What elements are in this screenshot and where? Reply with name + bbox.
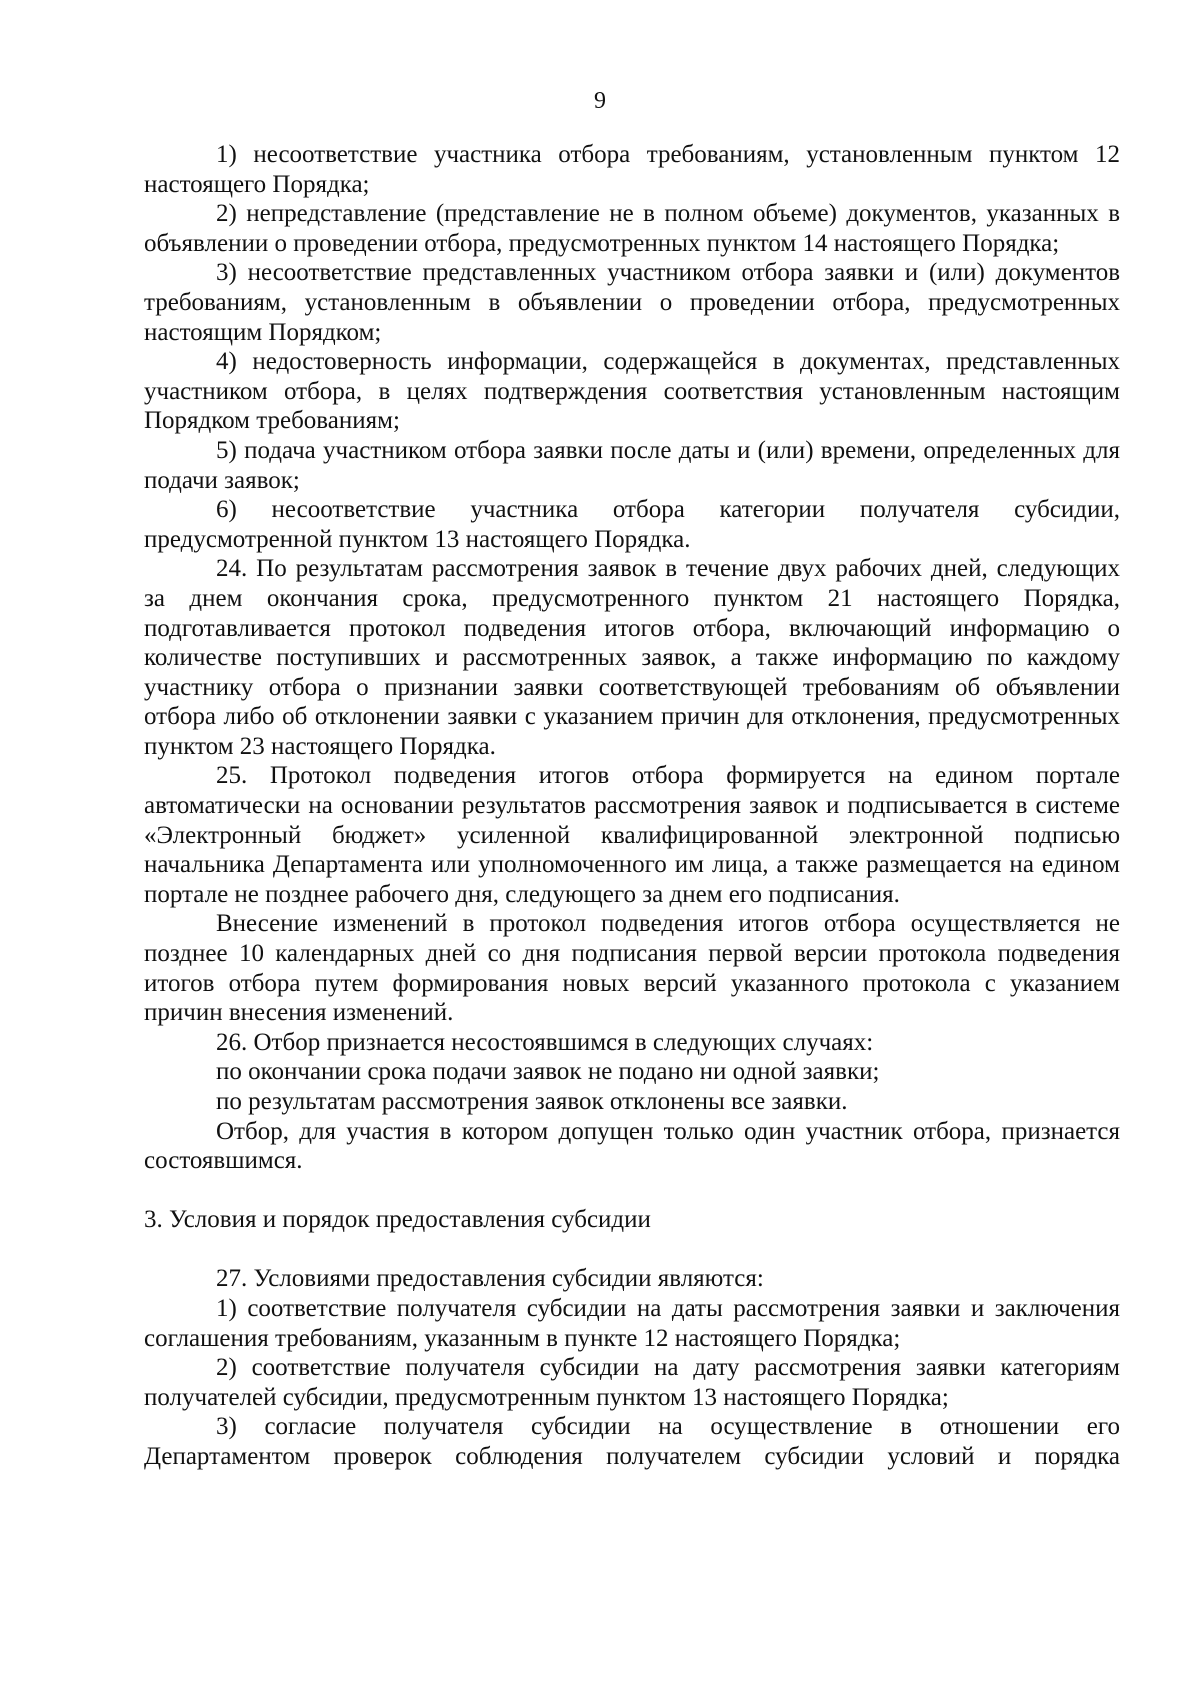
paragraph-item-1: 1) несоответствие участника отбора требованиям, установленным пунктом 12 настоящего Порядка; — [144, 141, 1120, 198]
paragraph-condition-2: 2) соответствие получателя субсидии на дату рассмотрения заявки категориям получателей субсидии, предусмотренным пунктом 13 настоящего Порядка; — [144, 1354, 1120, 1411]
paragraph-item-3: 3) несоответствие представленных участником отбора заявки и (или) документов требованиям, установленным в объявлении о проведении отбора, предусмотренных настоящим Порядком; — [144, 259, 1120, 346]
paragraph-condition-1: 1) соответствие получателя субсидии на даты рассмотрения заявки и заключения соглашения требованиям, указанным в пункте 12 настоящего Порядка; — [144, 1294, 1120, 1352]
paragraph-clause-25: 25. Протокол подведения итогов отбора формируется на едином портале автоматически на основании результатов рассмотрения заявок и подписывается в системе «Электронный бюджет» усиленной квалифицированной электронной подписью начальника Департамента или уполномоченного им лица, а также размещается на едином портале не позднее рабочего дня, следующего за днем его подписания. — [144, 762, 1120, 908]
paragraph-condition-3: 3) согласие получателя субсидии на осуществление в отношении его Департаментом проверок соблюдения получателем субсидии условий и порядка — [144, 1413, 1120, 1470]
paragraph-item-2: 2) непредставление (представление не в полном объеме) документов, указанных в объявлении о проведении отбора, предусмотренных пунктом 14 настоящего Порядка; — [144, 200, 1120, 257]
paragraph-protocol-changes: Внесение изменений в протокол подведения итогов отбора осуществляется не позднее 10 календарных дней со дня подписания первой версии протокола подведения итогов отбора путем формирования новых версий указанного протокола с указанием причин внесения изменений. — [144, 910, 1120, 1027]
paragraph-case-all-rejected: по результатам рассмотрения заявок отклонены все заявки. — [216, 1088, 848, 1115]
paragraph-clause-27: 27. Условиями предоставления субсидии являются: — [216, 1265, 764, 1293]
paragraph-item-5: 5) подача участником отбора заявки после даты и (или) времени, определенных для подачи заявок; — [144, 436, 1120, 494]
paragraph-item-6: 6) несоответствие участника отбора категории получателя субсидии, предусмотренной пунктом 13 настоящего Порядка. — [144, 496, 1120, 553]
paragraph-case-no-applications: по окончании срока подачи заявок не подано ни одной заявки; — [216, 1058, 880, 1086]
paragraph-clause-24: 24. По результатам рассмотрения заявок в течение двух рабочих дней, следующих за днем окончания срока, предусмотренного пунктом 21 настоящего Порядка, подготавливается протокол подведения итогов отбора, включающий информацию о количестве поступивших и рассмотренных заявок, а также информацию по каждому участнику отбора о признании заявки соответствующей требованиям об объявлении отбора либо об отклонении заявки с указанием причин для отклонения, предусмотренных пунктом 23 настоящего Порядка. — [144, 555, 1120, 760]
page-number: 9 — [594, 88, 606, 114]
document-body — [144, 140, 1120, 1472]
section-heading: 3. Условия и порядок предоставления субсидии — [144, 1205, 651, 1233]
paragraph-single-participant: Отбор, для участия в котором допущен только один участник отбора, признается состоявшимся. — [144, 1117, 1120, 1175]
paragraph-clause-26: 26. Отбор признается несостоявшимся в следующих случаях: — [216, 1028, 874, 1056]
paragraph-item-4: 4) недостоверность информации, содержащейся в документах, представленных участником отбора, в целях подтверждения соответствия установленным настоящим Порядком требованиям; — [144, 348, 1120, 435]
